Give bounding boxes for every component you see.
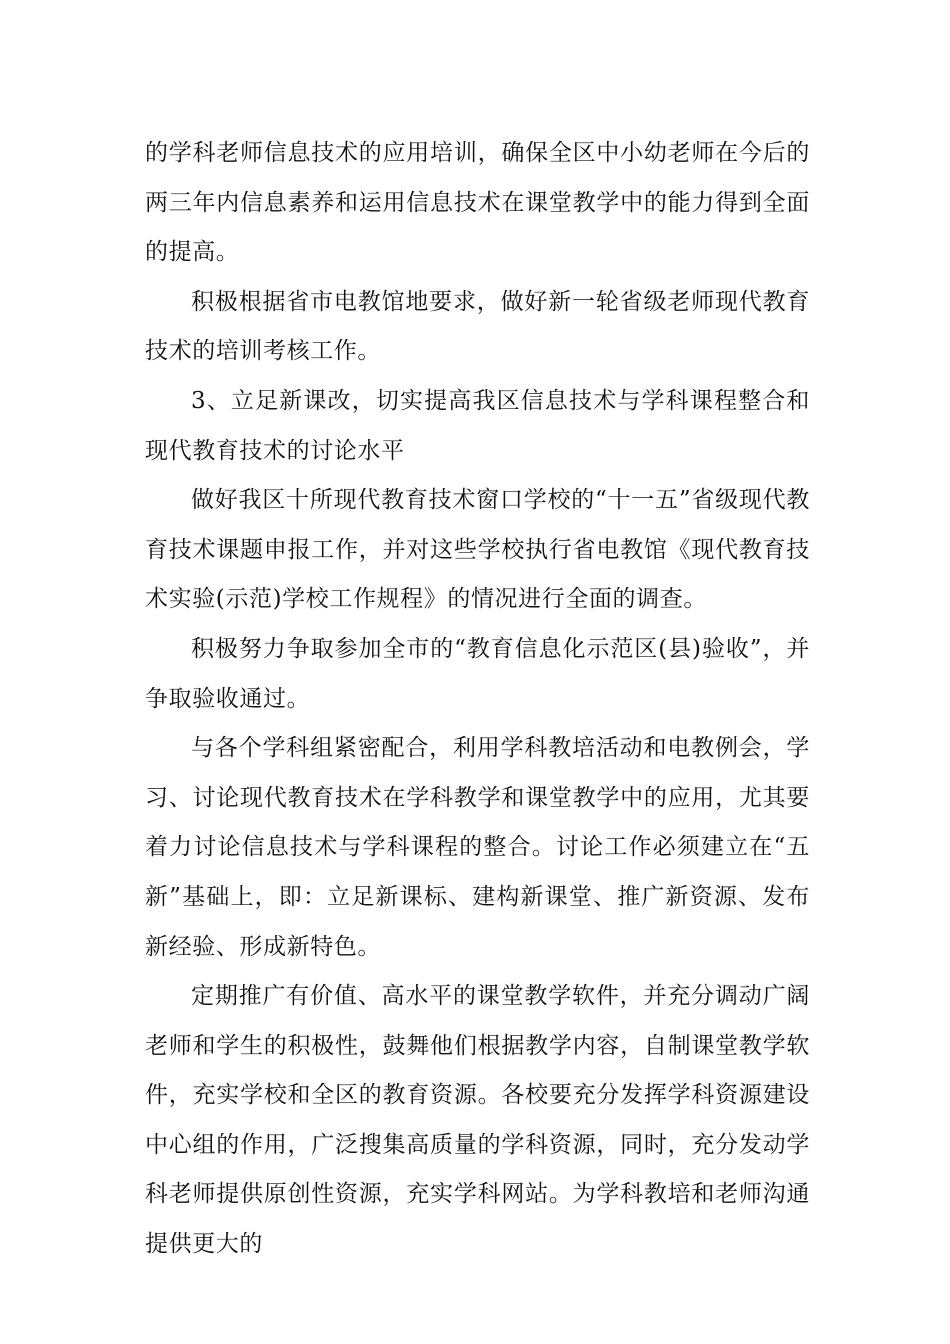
paragraph-teaching-software: 定期推广有价值、高水平的课堂教学软件，并充分调动广阔老师和学生的积极性，鼓舞他们根据教学内容，自制课堂教学软件，充实学校和全区的教育资源。各校要充分发挥学科资源建设中心组的作用，广泛搜集高质量的学科资源，同时，充分发动学科老师提供原创性资源，充实学科网站。为学科教培和老师沟通提供更大的 [145,983,810,1258]
paragraph-window-schools: 做好我区十所现代教育技术窗口学校的“十一五”省级现代教育技术课题申报工作，并对这些学校执行省电教馆《现代教育技术实验(示范)学校工作规程》的情况进行全面的调查。 [145,487,810,613]
paragraph-demonstration-zone: 积极努力争取参加全市的“教育信息化示范区(县)验收”，并争取验收通过。 [145,635,810,712]
paragraph-continued: 的学科老师信息技术的应用培训，确保全区中小幼老师在今后的两三年内信息素养和运用信息技术在课堂教学中的能力得到全面的提高。 [145,140,810,266]
paragraph-subject-groups: 与各个学科组紧密配合，利用学科教培活动和电教例会，学习、讨论现代教育技术在学科教学和课堂教学中的应用，尤其要着力讨论信息技术与学科课程的整合。讨论工作必须建立在“五新”基础上，即：立足新课标、建构新课堂、推广新资源、发布新经验、形成新特色。 [145,735,810,960]
paragraph-training-assessment: 积极根据省市电教馆地要求，做好新一轮省级老师现代教育技术的培训考核工作。 [145,288,810,365]
document-body [145,129,810,1270]
section-heading-3: 3、立足新课改，切实提高我区信息技术与学科课程整合和现代教育技术的讨论水平 [145,387,810,464]
